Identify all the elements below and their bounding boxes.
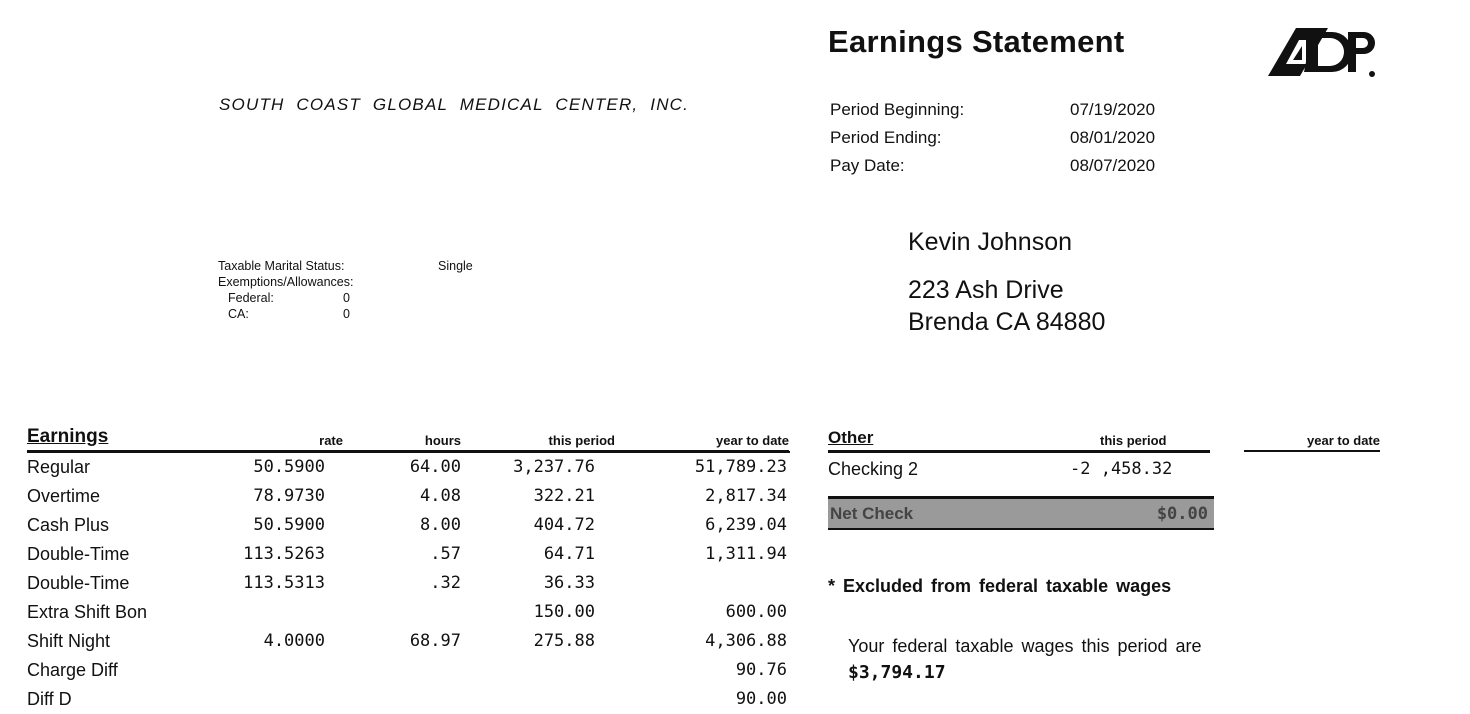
earning-this-period: 36.33 — [543, 573, 595, 593]
taxable-wages-amount: $3,794.17 — [848, 662, 946, 683]
this-period-header: this period — [548, 433, 615, 448]
earning-rate: 78.9730 — [253, 486, 325, 506]
excluded-note: * Excluded from federal taxable wages — [828, 576, 1172, 596]
earning-hours: 8.00 — [420, 515, 461, 535]
table-row — [27, 511, 787, 540]
table-row — [27, 685, 787, 714]
statement-title: Earnings Statement — [828, 24, 1125, 59]
earning-label: Diff D — [27, 689, 72, 709]
earning-label: Double-Time — [27, 573, 130, 593]
table-row — [27, 598, 787, 627]
earning-label: Extra Shift Bon — [27, 602, 148, 622]
earning-this-period: 275.88 — [533, 631, 595, 651]
earning-ytd: 600.00 — [725, 602, 787, 622]
earning-hours: 68.97 — [409, 631, 461, 651]
federal-row — [218, 290, 473, 306]
earning-ytd: 6,239.04 — [705, 515, 787, 535]
earnings-table — [27, 426, 787, 714]
earning-ytd: 90.76 — [735, 660, 787, 680]
earning-this-period: 3,237.76 — [513, 457, 595, 477]
ytd-header: year to date — [716, 433, 789, 448]
table-row — [27, 569, 787, 598]
earning-label: Regular — [27, 457, 91, 477]
other-this-period: -2 ,458.32 — [1070, 459, 1173, 479]
earnings-heading: Earnings — [27, 426, 109, 447]
earning-label: Overtime — [27, 486, 101, 506]
rate-header: rate — [319, 433, 343, 448]
earning-hours: .32 — [430, 573, 461, 593]
ca-row — [218, 306, 473, 322]
taxable-wages-message: Your federal taxable wages this period are — [848, 636, 1202, 656]
earning-this-period: 404.72 — [533, 515, 595, 535]
other-label: Checking 2 — [828, 459, 919, 479]
address-line-2: Brenda CA 84880 — [908, 308, 1106, 336]
federal-label: Federal: — [228, 291, 274, 305]
earning-rate: 50.5900 — [253, 457, 325, 477]
employee-name: Kevin Johnson — [908, 228, 1073, 256]
marital-status-row — [218, 258, 473, 274]
period-ending-value: 08/01/2020 — [1070, 128, 1156, 147]
period-beginning-row — [830, 96, 1190, 124]
period-ending-row — [830, 124, 1190, 152]
earning-hours: 4.08 — [420, 486, 461, 506]
table-row — [828, 454, 1380, 484]
earning-label: Shift Night — [27, 631, 111, 651]
earnings-header — [27, 426, 789, 453]
other-table — [828, 426, 1380, 484]
earning-rate: 4.0000 — [263, 631, 325, 651]
net-check-value: $0.00 — [1156, 504, 1208, 524]
earning-ytd: 51,789.23 — [694, 457, 787, 477]
marital-status-label: Taxable Marital Status: — [218, 259, 345, 273]
hours-header: hours — [424, 433, 461, 448]
table-row — [27, 453, 787, 482]
other-header — [828, 426, 1380, 450]
other-this-period-header: this period — [1100, 433, 1167, 448]
net-check-bar — [828, 496, 1214, 530]
table-row — [27, 656, 787, 685]
earning-this-period: 64.71 — [543, 544, 595, 564]
period-info — [830, 96, 1190, 180]
earning-rate: 113.5263 — [243, 544, 325, 564]
earning-this-period: 150.00 — [533, 602, 595, 622]
earning-rate: 113.5313 — [243, 573, 325, 593]
adp-logo — [1266, 24, 1378, 80]
marital-status-value: Single — [438, 259, 473, 273]
other-heading: Other — [828, 428, 874, 447]
other-ytd-rule — [1244, 450, 1380, 452]
other-ytd-header: year to date — [1307, 433, 1380, 448]
table-row — [27, 482, 787, 511]
pay-date-label: Pay Date: — [830, 156, 905, 175]
earning-rate: 50.5900 — [253, 515, 325, 535]
other-header-rule — [828, 450, 1210, 453]
period-beginning-label: Period Beginning: — [830, 100, 965, 119]
earning-hours: .57 — [430, 544, 461, 564]
earning-label: Double-Time — [27, 544, 130, 564]
ca-label: CA: — [228, 307, 249, 321]
pay-date-row — [830, 152, 1190, 180]
net-check-label: Net Check — [830, 504, 914, 523]
tax-info — [218, 258, 473, 322]
earning-ytd: 1,311.94 — [705, 544, 787, 564]
ca-value: 0 — [343, 307, 350, 321]
earning-ytd: 2,817.34 — [705, 486, 787, 506]
address-line-1: 223 Ash Drive — [908, 276, 1064, 304]
pay-date-value: 08/07/2020 — [1070, 156, 1156, 175]
period-beginning-value: 07/19/2020 — [1070, 100, 1156, 119]
employee-address — [908, 226, 1105, 338]
earning-label: Charge Diff — [27, 660, 118, 680]
period-ending-label: Period Ending: — [830, 128, 942, 147]
federal-value: 0 — [343, 291, 350, 305]
earning-ytd: 4,306.88 — [705, 631, 787, 651]
company-name: SOUTH COAST GLOBAL MEDICAL CENTER, INC. — [219, 95, 690, 114]
earning-label: Cash Plus — [27, 515, 110, 535]
table-row — [27, 627, 787, 656]
table-row — [27, 540, 787, 569]
earning-ytd: 90.00 — [735, 689, 787, 709]
earning-this-period: 322.21 — [533, 486, 595, 506]
exemptions-label: Exemptions/Allowances: — [218, 275, 354, 289]
ytd-underline — [644, 451, 790, 453]
earning-hours: 64.00 — [409, 457, 461, 477]
